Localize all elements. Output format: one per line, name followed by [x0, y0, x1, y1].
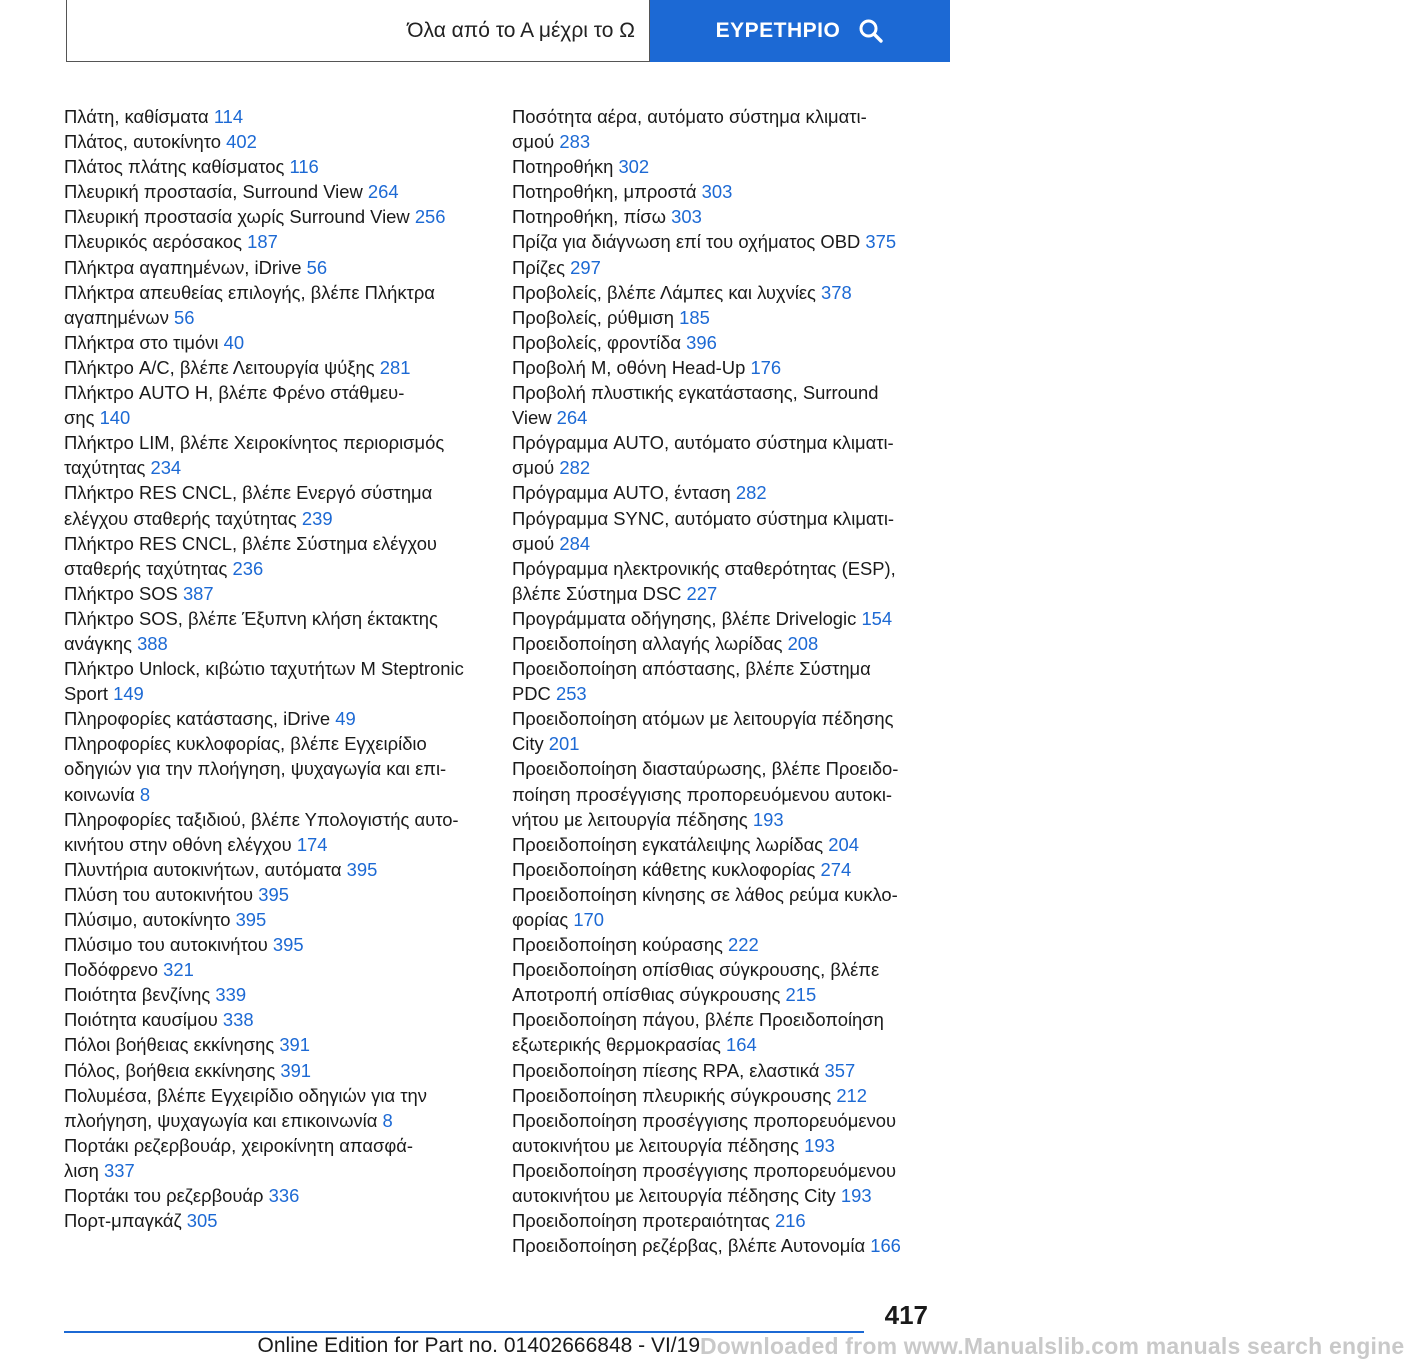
index-entry	[512, 1158, 932, 1208]
index-entry	[64, 129, 484, 154]
index-entry-text: Πλήκτρο SOS 387	[64, 582, 214, 604]
index-entry-text: Πλήκτρα απευθείας επιλογής, βλέπε Πλήκτρα	[64, 281, 435, 303]
index-entry	[64, 882, 484, 907]
index-entry	[64, 857, 484, 882]
index-entry	[512, 556, 932, 606]
index-entry-text: Πόλοι βοήθειας εκκίνησης 391	[64, 1034, 311, 1056]
index-entry-text: Πλύση του αυτοκινήτου 395	[64, 883, 289, 905]
index-entry-text: Προειδοποίηση εγκατάλειψης λωρίδας 204	[512, 833, 859, 855]
index-entry	[64, 807, 484, 857]
page-link[interactable]: 204	[828, 833, 859, 855]
index-entry-text: Προειδοποίηση κούρασης 222	[512, 934, 759, 956]
index-entry	[64, 1083, 484, 1133]
index-entry	[512, 756, 932, 831]
index-entry	[64, 531, 484, 581]
page-link[interactable]: 208	[787, 632, 819, 654]
index-entry-text: Πληροφορίες κυκλοφορίας, βλέπε Εγχειρίδιο	[64, 733, 427, 755]
page-link[interactable]: 154	[861, 607, 893, 629]
index-entry-text: Πληροφορίες ταξιδιού, βλέπε Υπολογιστής αυτο-	[64, 808, 459, 830]
index-entry-text: αυτοκινήτου με λειτουργία πέδησης City 193	[512, 1185, 872, 1207]
index-entry	[512, 1108, 932, 1158]
index-entry	[64, 982, 484, 1007]
index-entry-text: Πρόγραμμα AUTO, αυτόματο σύστημα κλιματι-	[512, 432, 894, 454]
index-entry	[512, 857, 932, 882]
index-entry	[64, 656, 484, 706]
search-icon[interactable]	[858, 18, 884, 44]
index-entry	[512, 656, 932, 706]
page-link[interactable]: 395	[346, 858, 378, 880]
index-entry	[512, 1058, 932, 1083]
index-entry-text: αγαπημένων 56	[64, 306, 195, 328]
index-entry-text: Προβολείς, ρύθμιση 185	[512, 306, 710, 328]
page-link[interactable]: 185	[679, 306, 710, 328]
page-link[interactable]: 282	[735, 482, 767, 504]
index-entry	[512, 506, 932, 556]
page-link[interactable]: 321	[163, 959, 194, 981]
index-entry	[64, 355, 484, 380]
index-entry	[64, 706, 484, 731]
header-index-tab[interactable]	[650, 0, 950, 62]
index-entry	[512, 706, 932, 756]
page-link[interactable]: 212	[836, 1084, 867, 1106]
index-entry-text: Προειδοποίηση προτεραιότητας 216	[512, 1210, 806, 1232]
index-entry-text: Πλύσιμο, αυτοκίνητο 395	[64, 909, 267, 930]
index-entry	[512, 305, 932, 330]
index-entry-text: Πλάτος, αυτοκίνητο 402	[64, 131, 257, 153]
page-link[interactable]: 114	[213, 106, 244, 127]
index-entry	[64, 229, 484, 254]
page-link[interactable]: 395	[258, 883, 289, 905]
index-entry-text: βλέπε Σύστημα DSC 227	[512, 582, 718, 604]
page-link[interactable]: 236	[232, 557, 264, 579]
index-entry	[64, 380, 484, 430]
page-link[interactable]: 234	[150, 457, 182, 479]
index-entry-text: Πολυμέσα, βλέπε Εγχειρίδιο οδηγιών για την	[64, 1084, 427, 1106]
page-link[interactable]: 256	[414, 206, 446, 228]
page-link[interactable]: 170	[573, 909, 605, 930]
header-index-label: ΕΥΡΕΤΗΡΙΟ	[715, 19, 841, 42]
index-entry-text: Προβολή M, οθόνη Head-Up 176	[512, 356, 782, 378]
index-entry	[64, 581, 484, 606]
index-entry	[64, 104, 484, 129]
page-link[interactable]: 391	[280, 1059, 312, 1081]
index-entry	[64, 1058, 484, 1083]
index-entry-text: Προειδοποίηση προσέγγισης προπορευόμενου	[512, 1109, 897, 1131]
index-entry-text: σμού 283	[512, 131, 591, 153]
page-link[interactable]: 274	[820, 858, 852, 880]
index-entry-text: ανάγκης 388	[64, 632, 168, 654]
index-entry	[512, 832, 932, 857]
page-link[interactable]: 56	[174, 306, 195, 328]
index-entry-text: Προειδοποίηση πάγου, βλέπε Προειδοποίηση	[512, 1009, 884, 1031]
index-entry-text: πλοήγηση, ψυχαγωγία και επικοινωνία 8	[64, 1109, 393, 1131]
index-entry	[64, 731, 484, 806]
index-entry	[64, 932, 484, 957]
page-link[interactable]: 193	[840, 1185, 872, 1207]
index-entry	[512, 606, 932, 631]
page-link[interactable]: 391	[279, 1034, 311, 1056]
index-entry-text: Προειδοποίηση ατόμων με λειτουργία πέδησης	[512, 708, 894, 730]
index-entry	[64, 204, 484, 229]
index-entry-text: Πλήκτρα στο τιμόνι 40	[64, 331, 245, 353]
page-link[interactable]: 388	[137, 632, 168, 654]
index-entry-text: Πλυντήρια αυτοκινήτων, αυτόματα 395	[64, 858, 378, 880]
index-entry-text: νήτου με λειτουργία πέδησης 193	[512, 808, 784, 830]
index-entry	[64, 430, 484, 480]
page-link[interactable]: 302	[618, 156, 650, 178]
page-link[interactable]: 56	[306, 256, 328, 278]
index-entry	[512, 104, 932, 154]
page-link[interactable]: 176	[750, 356, 782, 378]
index-entry-text: Πλάτος πλάτης καθίσματος 116	[64, 156, 319, 178]
page-link[interactable]: 8	[139, 783, 151, 805]
index-column-left	[64, 104, 484, 1233]
index-entry-text: Πορτάκι ρεζερβουάρ, χειροκίνητη απασφά-	[64, 1134, 413, 1156]
index-entry	[512, 631, 932, 656]
index-entry	[512, 1233, 932, 1258]
index-entry	[512, 229, 932, 254]
index-entry-text: Προειδοποίηση πλευρικής σύγκρουσης 212	[512, 1084, 867, 1106]
page-link[interactable]: 339	[215, 984, 247, 1006]
index-entry-text: Sport 149	[64, 683, 144, 705]
index-entry-text: Προειδοποίηση πίεσης RPA, ελαστικά 357	[512, 1059, 856, 1081]
index-entry-text: σμού 284	[512, 532, 591, 554]
index-entry	[512, 1208, 932, 1233]
index-entry-text: φορίας 170	[512, 909, 605, 930]
index-entry	[512, 430, 932, 480]
page-link[interactable]: 337	[104, 1159, 135, 1181]
index-entry-text: Προειδοποίηση απόστασης, βλέπε Σύστημα	[512, 658, 871, 680]
page-link[interactable]: 8	[382, 1109, 393, 1131]
page-link[interactable]: 40	[223, 331, 245, 353]
index-entry	[512, 932, 932, 957]
index-entry	[512, 179, 932, 204]
index-entry-text: Ποιότητα βενζίνης 339	[64, 984, 247, 1006]
index-entry-text: Ποιότητα καυσίμου 338	[64, 1009, 254, 1031]
index-entry	[512, 882, 932, 932]
page-link[interactable]: 116	[289, 156, 319, 178]
index-entry-text: Προειδοποίηση κάθετης κυκλοφορίας 274	[512, 858, 852, 880]
index-entry-text: εξωτερικής θερμοκρασίας 164	[512, 1034, 757, 1056]
index-entry-text: Ποσότητα αέρα, αυτόματο σύστημα κλιματι-	[512, 106, 867, 127]
index-entry-text: Πλήκτρο LIM, βλέπε Χειροκίνητος περιορισμός	[64, 432, 445, 454]
index-entry-text: Πλήκτρο AUTO H, βλέπε Φρένο στάθμευ-	[64, 382, 405, 404]
page-link[interactable]: 49	[335, 708, 356, 730]
page-link[interactable]: 378	[821, 281, 852, 303]
header-az-tab[interactable]	[66, 0, 650, 62]
page-link[interactable]: 264	[556, 407, 588, 429]
index-entry	[512, 1083, 932, 1108]
index-entry	[512, 957, 932, 1007]
index-entry	[512, 355, 932, 380]
index-entry	[512, 1007, 932, 1057]
index-entry-text: λιση 337	[64, 1159, 135, 1181]
index-entry-text: Πλήκτρα αγαπημένων, iDrive 56	[64, 256, 328, 278]
index-entry	[512, 204, 932, 229]
index-entry-text: Προειδοποίηση οπίσθιας σύγκρουσης, βλέπε	[512, 959, 880, 981]
index-entry-text: Πρόγραμμα ηλεκτρονικής σταθερότητας (ESP),	[512, 557, 896, 579]
index-entry-text: Προβολή πλυστικής εγκατάστασης, Surround	[512, 382, 879, 404]
index-entry-text: Προειδοποίηση αλλαγής λωρίδας 208	[512, 632, 819, 654]
index-entry	[64, 957, 484, 982]
index-entry	[64, 1208, 484, 1233]
watermark-text: Downloaded from www.Manualslib.com manuals search engine	[700, 1333, 1404, 1359]
page-link[interactable]: 222	[728, 934, 759, 956]
page-link[interactable]: 216	[774, 1210, 806, 1232]
index-entry	[512, 280, 932, 305]
page-link[interactable]: 375	[865, 231, 897, 253]
index-entry-text: Προειδοποίηση προσέγγισης προπορευόμενου	[512, 1159, 897, 1181]
index-entry	[512, 480, 932, 505]
page-link[interactable]: 239	[301, 507, 333, 529]
index-entry-text: σταθερής ταχύτητας 236	[64, 557, 264, 579]
page-link[interactable]: 201	[548, 733, 580, 755]
page-link[interactable]: 387	[182, 582, 214, 604]
page-link[interactable]: 283	[559, 131, 591, 153]
index-entry-text: Πλευρική προστασία, Surround View 264	[64, 181, 399, 203]
page-link[interactable]: 284	[559, 532, 591, 554]
index-entry-text: Ποτηροθήκη, πίσω 303	[512, 206, 702, 228]
page-link[interactable]: 149	[113, 683, 144, 705]
index-entry	[64, 1133, 484, 1183]
index-entry	[64, 606, 484, 656]
index-entry-text: Πλήκτρο Unlock, κιβώτιο ταχυτήτων M Steptronic	[64, 658, 464, 680]
index-entry-text: PDC 253	[512, 683, 587, 705]
page-link[interactable]: 396	[686, 331, 717, 353]
index-entry-text: σης 140	[64, 407, 131, 429]
index-entry-text: κινήτου στην οθόνη ελέγχου 174	[64, 833, 328, 855]
index-entry	[64, 330, 484, 355]
footer-edition-text: Online Edition for Part no. 01402666848 - VI/19	[257, 1334, 700, 1357]
index-entry-text: City 201	[512, 733, 580, 755]
index-entry	[512, 154, 932, 179]
index-entry	[64, 1007, 484, 1032]
page-link[interactable]: 297	[570, 256, 601, 278]
index-entry-text: ελέγχου σταθερής ταχύτητας 239	[64, 507, 333, 529]
page-link[interactable]: 187	[247, 231, 278, 253]
index-entry-text: Πρίζα για διάγνωση επί του οχήματος OBD 375	[512, 231, 897, 253]
index-entry-text: οδηγιών για την πλοήγηση, ψυχαγωγία και επι-	[64, 758, 447, 780]
index-entry	[64, 255, 484, 280]
index-entry-text: Προειδοποίηση ρεζέρβας, βλέπε Αυτονομία 166	[512, 1235, 901, 1257]
page-link[interactable]: 193	[804, 1134, 835, 1156]
page-link[interactable]: 338	[222, 1009, 254, 1031]
page-link[interactable]: 166	[870, 1235, 901, 1257]
index-entry-text: Πλευρική προστασία χωρίς Surround View 256	[64, 206, 446, 228]
index-entry-text: Πρίζες 297	[512, 256, 601, 278]
index-entry-text: Πλήκτρο SOS, βλέπε Έξυπνη κλήση έκτακτης	[64, 607, 438, 629]
index-entry	[64, 280, 484, 330]
index-entry-text: Ποτηροθήκη 302	[512, 156, 650, 178]
index-entry-text: Ποδόφρενο 321	[64, 959, 194, 981]
index-entry-text: ποίηση προσέγγισης προπορευόμενου αυτοκι-	[512, 783, 893, 805]
index-entry-text: Προβολείς, βλέπε Λάμπες και λυχνίες 378	[512, 281, 852, 303]
index-entry-text: Πορτ-μπαγκάζ 305	[64, 1210, 218, 1232]
index-entry-text: Πλήκτρο RES CNCL, βλέπε Σύστημα ελέγχου	[64, 532, 437, 554]
index-entry-text: Πλύσιμο του αυτοκινήτου 395	[64, 934, 304, 956]
page-link[interactable]: 305	[186, 1210, 218, 1232]
index-entry	[64, 480, 484, 530]
index-entry	[512, 330, 932, 355]
page-link[interactable]: 303	[671, 206, 702, 228]
index-entry-text: Αποτροπή οπίσθιας σύγκρουσης 215	[512, 984, 817, 1006]
index-entry-text: View 264	[512, 407, 588, 429]
index-entry	[512, 380, 932, 430]
index-entry-text: Πόλος, βοήθεια εκκίνησης 391	[64, 1059, 312, 1081]
index-column-right	[512, 104, 932, 1258]
index-entry-text: Πρόγραμμα AUTO, ένταση 282	[512, 482, 767, 504]
index-entry-text: Πλευρικός αερόσακος 187	[64, 231, 278, 253]
index-entry-text: Πλήκτρο A/C, βλέπε Λειτουργία ψύξης 281	[64, 356, 411, 378]
index-entry-text: Προειδοποίηση διασταύρωσης, βλέπε Προειδο-	[512, 758, 899, 780]
index-entry	[64, 154, 484, 179]
index-entry-text: Πληροφορίες κατάστασης, iDrive 49	[64, 708, 356, 730]
index-entry-text: Πρόγραμμα SYNC, αυτόματο σύστημα κλιματι-	[512, 507, 895, 529]
page-link[interactable]: 357	[824, 1059, 856, 1081]
index-entry	[64, 1032, 484, 1057]
page-link[interactable]: 282	[559, 457, 591, 479]
page-link[interactable]: 215	[785, 984, 817, 1006]
index-entry-text: Πλήκτρο RES CNCL, βλέπε Ενεργό σύστημα	[64, 482, 433, 504]
page-link[interactable]: 164	[726, 1034, 757, 1056]
index-entry-text: Πορτάκι του ρεζερβουάρ 336	[64, 1185, 300, 1207]
index-entry-text: Πλάτη, καθίσματα 114	[64, 106, 244, 127]
index-entry	[512, 255, 932, 280]
page-link[interactable]: 140	[99, 407, 131, 429]
page-link[interactable]: 303	[701, 181, 733, 203]
index-entry-text: κοινωνία 8	[64, 783, 151, 805]
page-link[interactable]: 281	[379, 356, 411, 378]
index-entry-text: αυτοκινήτου με λειτουργία πέδησης 193	[512, 1134, 835, 1156]
page-link[interactable]: 402	[226, 131, 257, 153]
index-entry-text: σμού 282	[512, 457, 591, 479]
page-link[interactable]: 193	[752, 808, 784, 830]
page-link[interactable]: 264	[367, 181, 399, 203]
page-link[interactable]: 227	[686, 582, 718, 604]
index-entry	[64, 179, 484, 204]
page-link[interactable]: 253	[555, 683, 587, 705]
index-entry-text: Προγράμματα οδήγησης, βλέπε Drivelogic 154	[512, 607, 893, 629]
index-entry	[64, 1183, 484, 1208]
page-link[interactable]: 336	[268, 1185, 300, 1207]
header-az-label: Όλα από το Α μέχρι το Ω	[407, 18, 635, 42]
page-link[interactable]: 174	[296, 833, 328, 855]
index-entry-text: ταχύτητας 234	[64, 457, 182, 479]
index-entry	[64, 907, 484, 932]
index-entry-text: Ποτηροθήκη, μπροστά 303	[512, 181, 733, 203]
index-entry-text: Προβολείς, φροντίδα 396	[512, 331, 717, 353]
page-link[interactable]: 395	[235, 909, 267, 930]
index-entry-text: Προειδοποίηση κίνησης σε λάθος ρεύμα κυκλο-	[512, 883, 898, 905]
page-link[interactable]: 395	[272, 934, 304, 956]
page-number: 417	[884, 1300, 928, 1330]
